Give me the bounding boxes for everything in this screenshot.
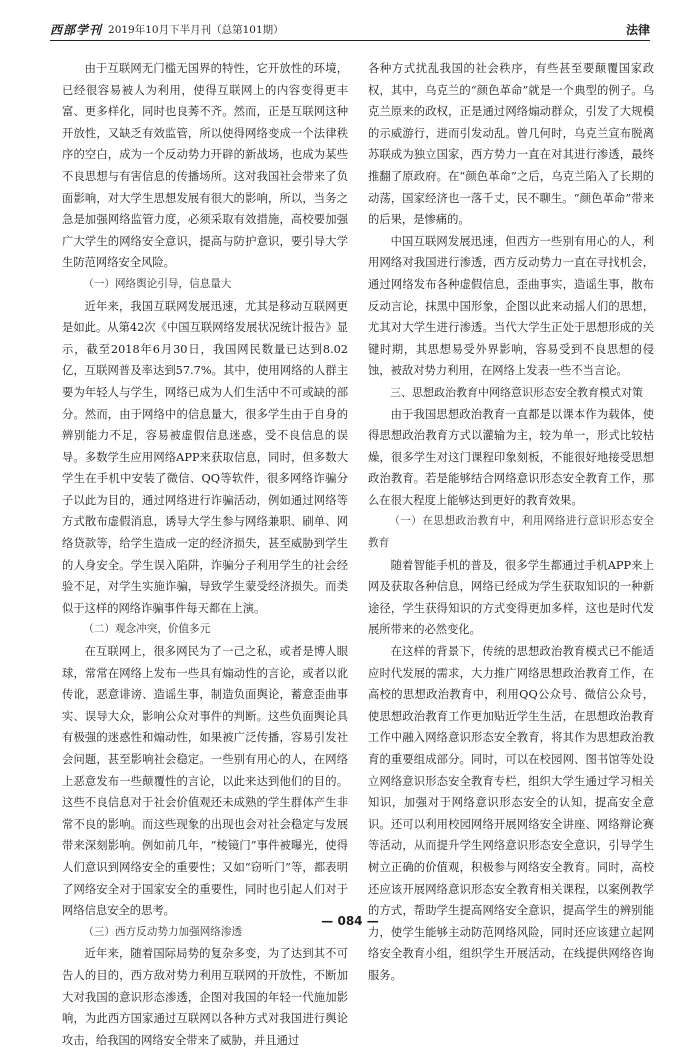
page-number: — 084 —: [321, 914, 379, 928]
issue-info: 2019年10月下半月刊（总第101期）: [108, 24, 284, 36]
journal-name: 西部学刊: [50, 23, 103, 37]
paragraph-continued: 各种方式扰乱我国的社会秩序，有些甚至要颠覆国家政权，其中，乌克兰的“颜色革命”就是一个典型的例子。乌克兰原来的政权，正是通过网络煽动群众，引发了大规模的示威游行，进而引发动乱。曾几何时，乌克兰宣布脱离苏联成为独立国家，西方势力一直在对其进行渗透，最终推翻了原政府。在“颜色革命”之后，乌克兰陷入了长期的动荡，国家经济也一落千丈，民不聊生。“颜色革命”带来的后果，是惨痛的。: [368, 62, 654, 227]
section-label: 法律: [625, 23, 650, 37]
paragraph: 近年来，随着国际局势的复杂多变，为了达到其不可告人的目的，西方敌对势力利用互联网的开放性，不断加大对我国的意识形态渗透，企图对我国的年轻一代施加影响，为此西方国家通过互联网以各种方式对我国进行舆论攻击，给我国的网络安全带来了威胁，并且通过: [62, 947, 348, 1047]
subsection-heading: （一）在思想政治教育中，利用网络进行意识形态安全教育: [368, 515, 654, 550]
header-left: [50, 23, 284, 40]
paragraph: 中国互联网发展迅速，但西方一些别有用心的人，利用网络对我国进行渗透，西方反动势力一直在寻找机会，通过网络发布各种虚假信息，歪曲事实，造谣生事，散布反动言论，抹黑中国形象，企图以此来动摇人们的思想，尤其对大学生进行渗透。当代大学生正处于思想形成的关键时期，其思想易受外界影响，容易受到不良思想的侵蚀，被敌对势力利用，在网络上发表一些不当言论。: [368, 234, 654, 378]
right-column: [368, 58, 654, 1051]
paragraph: 随着智能手机的普及，很多学生都通过手机APP来上网及获取各种信息，网络已经成为学生获取知识的一种新途径，学生获得知识的方式变得更加多样，这也是时代发展所带来的必然变化。: [368, 558, 654, 637]
paragraph: 由于我国思想政治教育一直都是以课本作为载体，使得思想政治教育方式以灌输为主，较为单一，形式比较枯燥，很多学生对这门课程印象刻板，不能很好地接受思想政治教育。若是能够结合网络意识形态安全教育工作，那么在很大程度上能够达到更好的教育效果。: [368, 407, 654, 507]
subsection-heading: （二）观念冲突，价值多元: [83, 623, 211, 636]
page-footer: [0, 910, 700, 929]
running-header: [50, 18, 650, 41]
paragraph: 在这样的背景下，传统的思想政治教育模式已不能适应时代发展的需求，大力推广网络思想政治教育工作，在高校的思想政治教育中，利用QQ公众号、微信公众号，使思想政治教育工作更加贴近学生生活，在思想政治教育工作中融入网络意识形态安全教育，将其作为思想政治教育的重要组成部分。同时，可以在校园网、图书馆等处设立网络意识形态安全教育专栏，组织大学生通过学习相关知识，加强对于网络意识形态安全的认知，提高安全意识。还可以利用校园网络开展网络安全讲座、网络辩论赛等活动，从而提升学生网络意识形态安全意识，引导学生树立正确的价值观，积极参与网络安全教育。同时，高校还应该开展网络意识形态安全教育相关课程，以案例教学的方式，帮助学生提高网络安全意识，提高学生的辨别能力，使学生能够主动防范网络风险，同时还应该建立起网络安全教育小组，组织学生开展活动，在线提供网络咨询服务。: [368, 645, 654, 982]
paragraph: 近年来，我国互联网发展迅速，尤其是移动互联网更是如此。从第42次《中国互联网络发展状况统计报告》显示，截至2018年6月30日，我国网民数量已达到8.02亿，互联网普及率达到57.7%。其中，使用网络的人群主要为年轻人与学生，网络已成为人们生活中不可或缺的部分。然而，由于网络中的信息量大，很多学生由于自身的辨别能力不足，容易被虚假信息迷惑，受不良信息的误导。多数学生应用网络APP来获取信息，同时，但多数大学生在手机中安装了微信、QQ等软件，很多网络诈骗分子以此为目的，通过网络进行诈骗活动，例如通过网络等方式散布虚假消息，诱导大学生参与网络兼职、刷单、网络贷款等，给学生造成一定的经济损失，甚至威胁到学生的人身安全。学生误入陷阱，诈骗分子利用学生的社会经验不足，对学生实施诈骗，导致学生蒙受经济损失。而类似于这样的网络诈骗事件每天都在上演。: [62, 299, 348, 615]
paragraph: 在互联网上，很多网民为了一己之私，或者是博人眼球，常常在网络上发布一些具有煽动性的言论，或者以讹传讹，恶意诽谤、造谣生事，制造负面舆论，蓄意歪曲事实、误导大众，影响公众对事件的判断。这些负面舆论具有极强的迷惑性和煽动性，如果被广泛传播，容易引发社会问题，甚至影响社会稳定。一些别有用心的人，在网络上恶意发布一些颠覆性的言论，以此来达到他们的目的。这些不良信息对于社会价值观还未成熟的学生群体产生非常不良的影响。而这些现象的出现也会对社会稳定与发展带来深刻影响。例如前几年，“棱镜门”事件被曝光，使得人们意识到网络安全的重要性；又如“窃听门”等，都表明了网络安全对于国家安全的重要性，同时也引起人们对于网络信息安全的思考。: [62, 645, 348, 918]
section-heading: 三、思想政治教育中网络意识形态安全教育模式对策: [390, 385, 643, 399]
subsection-heading: （一）网络舆论引导，信息量大: [83, 277, 232, 290]
left-column: [62, 58, 348, 1051]
subsection-heading: （三）西方反动势力加强网络渗透: [83, 925, 243, 938]
paragraph: 由于互联网无门槛无国界的特性，它开放性的环境，已经很容易被人为利用，使得互联网上的内容变得更丰富、更多样化，同时也良莠不齐。然而，正是互联网这种开放性，又缺乏有效监管，所以使得网络变成一个法律秩序的空白，成为一个反动势力开辟的新战场，也成为某些不良思想与有害信息的传播场所。这对我国社会带来了负面影响，对大学生思想发展有很大的影响，所以，当务之急是加强网络监管力度，必须采取有效措施，高校要加强广大学生的网络安全意识，提高与防护意识，要引导大学生防范网络安全风险。: [62, 62, 348, 270]
